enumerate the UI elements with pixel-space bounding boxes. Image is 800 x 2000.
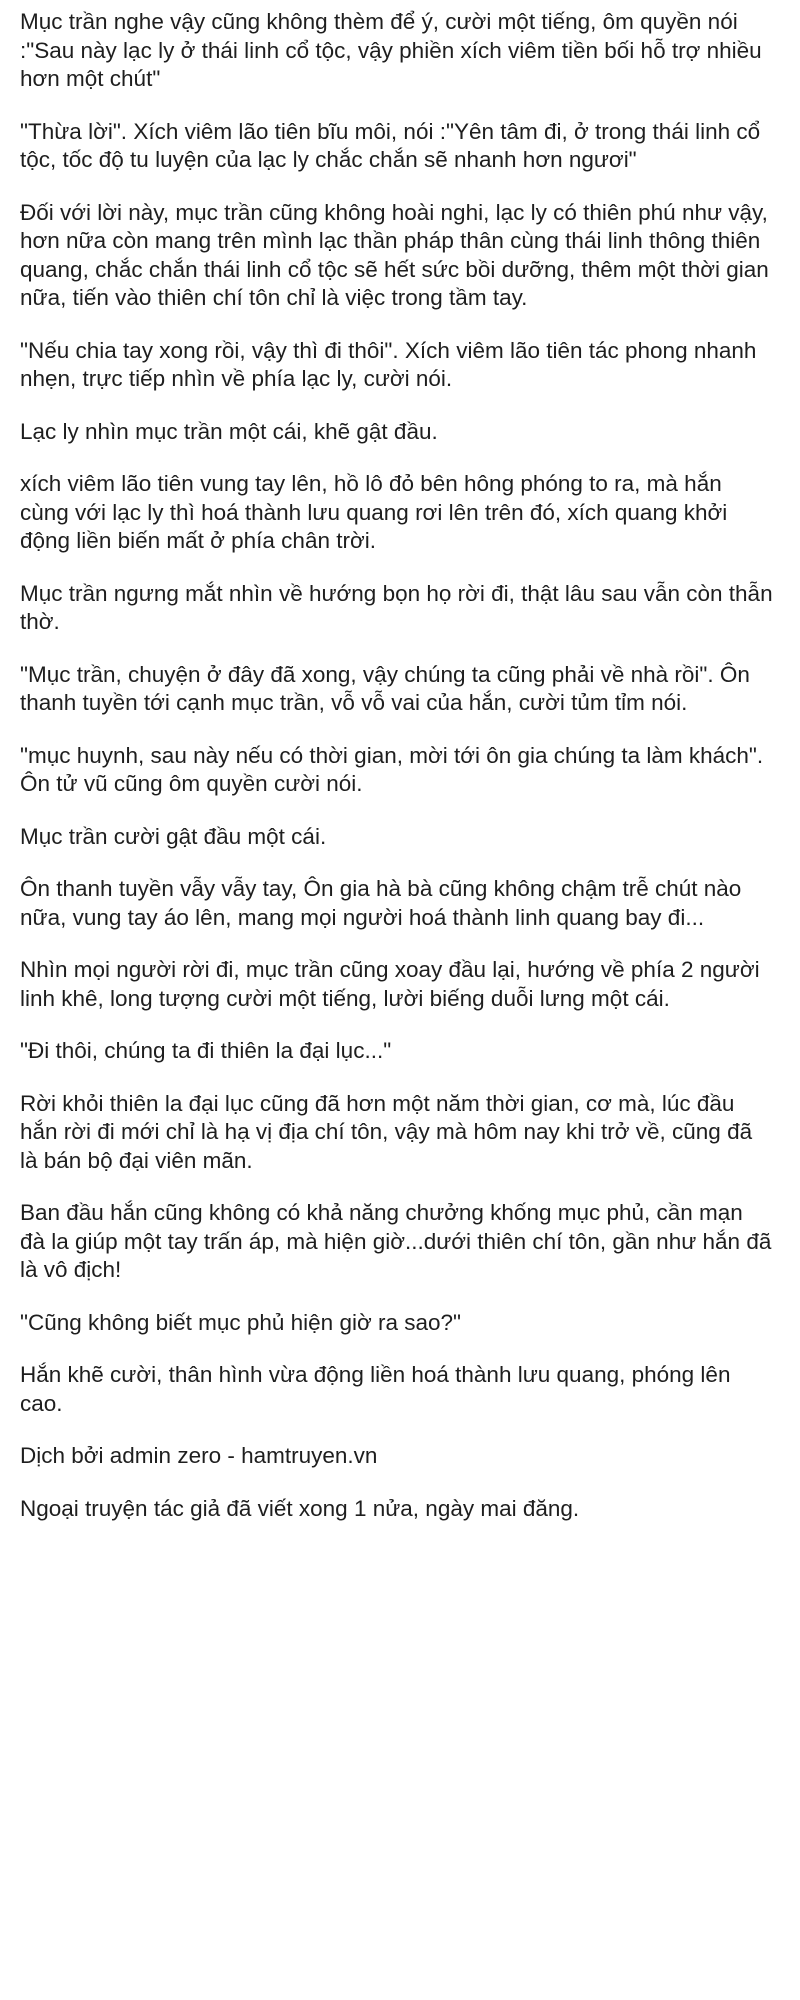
paragraph-16: "Cũng không biết mục phủ hiện giờ ra sao?": [20, 1309, 462, 1335]
paragraph-2: "Thừa lời". Xích viêm lão tiên bĩu môi, nói :"Yên tâm đi, ở trong thái linh cổ tộc, tốc độ tu luyện của lạc ly chắc chắn sẽ nhanh hơn ngươi": [20, 118, 761, 172]
paragraph-7: Mục trần ngưng mắt nhìn về hướng bọn họ rời đi, thật lâu sau vẫn còn thẫn thờ.: [20, 580, 773, 634]
author-note: Ngoại truyện tác giả đã viết xong 1 nửa, ngày mai đăng.: [20, 1495, 580, 1521]
paragraph-15: Ban đầu hắn cũng không có khả năng chưởng khống mục phủ, cần mạn đà la giúp một tay trấn áp, mà hiện giờ...dưới thiên chí tôn, gần như hắn đã là vô địch!: [20, 1200, 772, 1282]
paragraph-9: "mục huynh, sau này nếu có thời gian, mời tới ôn gia chúng ta làm khách". Ôn tử vũ cũng ôm quyền cười nói.: [20, 742, 764, 796]
paragraph-12: Nhìn mọi người rời đi, mục trần cũng xoay đầu lại, hướng về phía 2 người linh khê, long tượng cười một tiếng, lười biếng duỗi lưng một cái.: [20, 957, 760, 1011]
paragraph-8: "Mục trần, chuyện ở đây đã xong, vậy chúng ta cũng phải về nhà rồi". Ôn thanh tuyền tới cạnh mục trần, vỗ vỗ vai của hắn, cười tủm tỉm nói.: [20, 661, 750, 715]
paragraph-6: xích viêm lão tiên vung tay lên, hồ lô đỏ bên hông phóng to ra, mà hắn cùng với lạc ly thì hoá thành lưu quang rơi lên trên đó, xích quang khởi động liền biến mất ở phía chân trời.: [20, 471, 728, 553]
paragraph-10: Mục trần cười gật đầu một cái.: [20, 823, 327, 849]
translator-credit: Dịch bởi admin zero - hamtruyen.vn: [20, 1443, 378, 1468]
paragraph-5: Lạc ly nhìn mục trần một cái, khẽ gật đầu.: [20, 418, 438, 444]
paragraph-11: Ôn thanh tuyền vẫy vẫy tay, Ôn gia hà bà cũng không chậm trễ chút nào nữa, vung tay áo lên, mang mọi người hoá thành linh quang bay đi...: [20, 876, 742, 930]
paragraph-14: Rời khỏi thiên la đại lục cũng đã hơn một năm thời gian, cơ mà, lúc đầu hắn rời đi mới chỉ là hạ vị địa chí tôn, vậy mà hôm nay khi trở về, cũng đã là bán bộ đại viên mãn.: [20, 1090, 753, 1173]
paragraph-3: Đối với lời này, mục trần cũng không hoài nghi, lạc ly có thiên phú như vậy, hơn nữa còn mang trên mình lạc thần pháp thân cùng thái linh thông thiên quang, chắc chắn thái linh cổ tộc sẽ hết sức bồi dưỡng, thêm một thời gian nữa, tiến vào thiên chí tôn chỉ là việc trong tầm tay.: [20, 199, 769, 310]
paragraph-1: Mục trần nghe vậy cũng không thèm để ý, cười một tiếng, ôm quyền nói :"Sau này lạc ly ở thái linh cổ tộc, vậy phiền xích viêm tiền bối hỗ trợ nhiều hơn một chút": [20, 9, 762, 91]
paragraph-17: Hắn khẽ cười, thân hình vừa động liền hoá thành lưu quang, phóng lên cao.: [20, 1362, 731, 1416]
paragraph-13: "Đi thôi, chúng ta đi thiên la đại lục...": [20, 1038, 392, 1063]
paragraph-4: "Nếu chia tay xong rồi, vậy thì đi thôi". Xích viêm lão tiên tác phong nhanh nhẹn, trực tiếp nhìn về phía lạc ly, cười nói.: [20, 337, 757, 391]
